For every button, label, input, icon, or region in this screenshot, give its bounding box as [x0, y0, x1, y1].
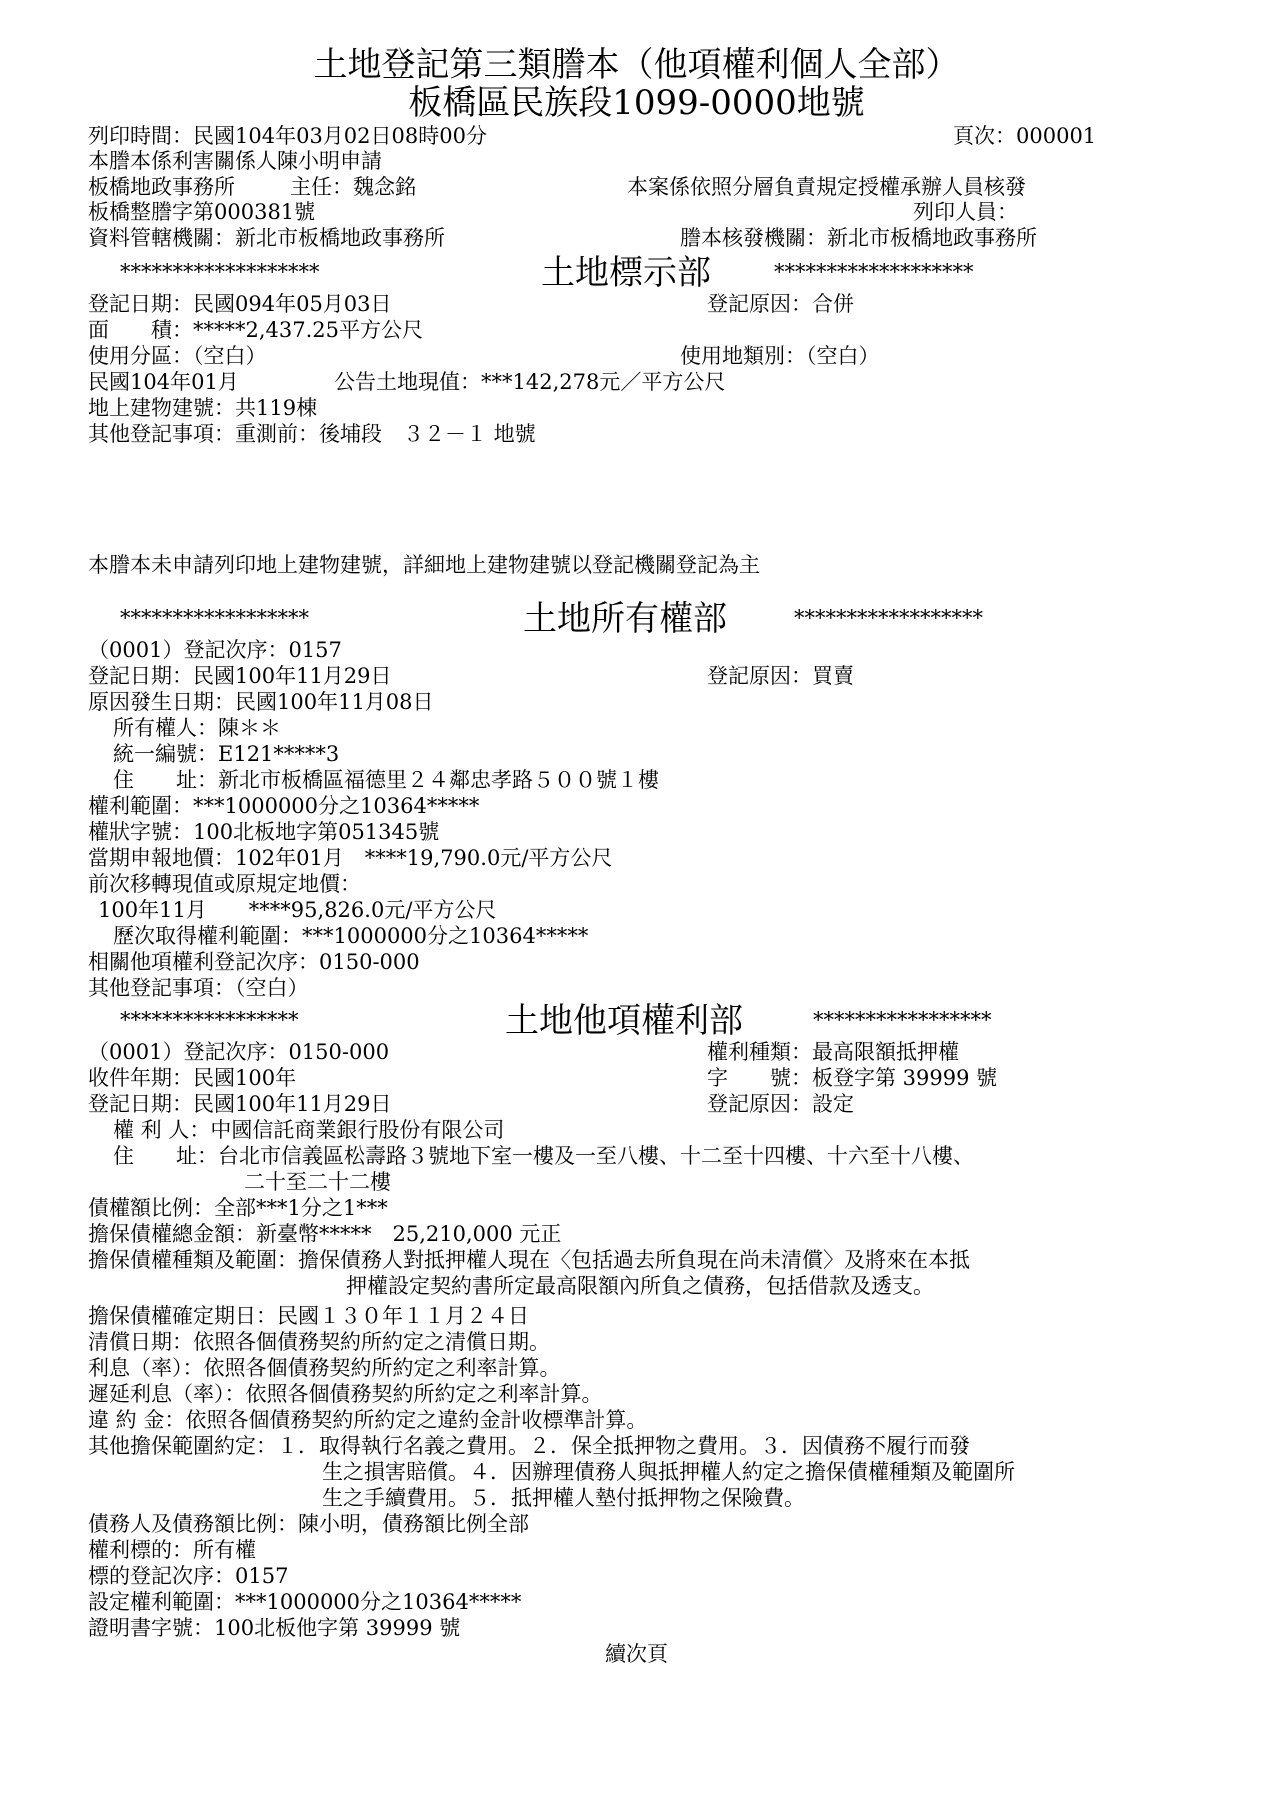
- subject-seq: 標的登記次序：0157: [88, 1564, 289, 1588]
- owner: 所有權人：陳＊＊: [113, 716, 281, 740]
- ownership-other-items: 其他登記事項：（空白）: [88, 976, 309, 1000]
- ownership-seq: （0001）登記次序：0157: [88, 638, 342, 662]
- building-numbers: 地上建物建號：共119棟: [88, 396, 318, 420]
- applicant: 本謄本係利害關係人陳小明申請: [88, 149, 382, 173]
- issuing-authority: 謄本核發機關：新北市板橋地政事務所: [680, 226, 1037, 250]
- section-stars-right: ******************: [794, 606, 983, 630]
- section-stars-left: *****************: [120, 1008, 299, 1032]
- section-heading-ownership: 土地所有權部: [523, 599, 727, 639]
- cert-number: 證明書字號：100北板他字第 39999 號: [88, 1616, 461, 1640]
- late-interest: 遲延利息（率）：依照各個債務契約所約定之利率計算。: [88, 1382, 603, 1406]
- continued-next-page: 續次頁: [605, 1642, 668, 1666]
- director: 主任：魏念銘: [290, 175, 416, 199]
- rights-reg-reason: 登記原因：設定: [707, 1092, 854, 1116]
- announce-period: 民國104年01月: [88, 370, 239, 394]
- print-time: 列印時間：民國104年03月02日08時00分: [88, 124, 487, 148]
- secured-scope: 擔保債權種類及範圍：擔保債務人對抵押權人現在〈包括過去所負現在尚未清償〉及將來在本抵: [88, 1248, 970, 1272]
- penalty: 違 約 金：依照各個債務契約所約定之違約金計收標準計算。: [88, 1408, 648, 1432]
- authorization-note: 本案係依照分層負責規定授權承辦人員核發: [627, 175, 1026, 199]
- printer: 列印人員：: [913, 200, 1018, 224]
- land-reg-date: 登記日期：民國094年05月03日: [88, 292, 392, 316]
- section-stars-left: *******************: [120, 260, 320, 284]
- set-right-scope: 設定權利範圍：***1000000分之10364*****: [88, 1590, 522, 1614]
- repay-date: 清償日期：依照各個債務契約所約定之清償日期。: [88, 1330, 550, 1354]
- declared-land-price: 當期申報地價：102年01月 ****19,790.0元/平方公尺: [88, 846, 613, 870]
- receipt-year: 收件年期：民國100年: [88, 1066, 297, 1090]
- land-area: 面 積：*****2,437.25平方公尺: [88, 318, 424, 342]
- right-holder: 權 利 人：中國信託商業銀行股份有限公司: [113, 1118, 505, 1142]
- land-zoning: 使用分區：（空白）: [88, 344, 267, 368]
- cause-date: 原因發生日期：民國100年11月08日: [88, 690, 434, 714]
- rights-seq: （0001）登記次序：0150-000: [88, 1040, 390, 1064]
- total-secured-amount: 擔保債權總金額：新臺幣***** 25,210,000 元正: [88, 1222, 562, 1246]
- section-heading-land-marking: 土地標示部: [541, 253, 711, 293]
- right-scope: 權利範圍：***1000000分之10364*****: [88, 794, 480, 818]
- holder-address-cont: 二十至二十二樓: [244, 1170, 391, 1194]
- data-authority: 資料管轄機關：新北市板橋地政事務所: [88, 226, 445, 250]
- land-reg-reason: 登記原因：合併: [707, 292, 854, 316]
- section-stars-right: *****************: [813, 1008, 992, 1032]
- ownership-reg-reason: 登記原因：買賣: [707, 664, 854, 688]
- page-number: 頁次：000001: [953, 124, 1097, 148]
- owner-uid: 統一編號：E121*****3: [113, 742, 340, 766]
- title-line-1: 土地登記第三類謄本（他項權利個人全部）: [313, 45, 960, 85]
- determination-date: 擔保債權確定期日：民國１３０年１１月２４日: [88, 1304, 529, 1328]
- announced-land-value: 公告土地現值：***142,278元／平方公尺: [334, 370, 726, 394]
- rights-reg-date: 登記日期：民國100年11月29日: [88, 1092, 392, 1116]
- holder-address: 住 址：台北市信義區松壽路３號地下室一樓及一至八樓、十二至十四樓、十六至十八樓、: [113, 1144, 974, 1168]
- land-other-items: 其他登記事項：重測前：後埔段 ３２－１ 地號: [88, 422, 536, 446]
- right-type: 權利種類：最高限額抵押權: [707, 1040, 959, 1064]
- owner-address: 住 址：新北市板橋區福德里２４鄰忠孝路５００號１樓: [113, 768, 659, 792]
- land-use-type: 使用地類別：（空白）: [680, 344, 880, 368]
- related-right-seq: 相關他項權利登記次序：0150-000: [88, 950, 420, 974]
- section-stars-right: *******************: [774, 260, 974, 284]
- building-note: 本謄本未申請列印地上建物建號，詳細地上建物建號以登記機關登記為主: [88, 553, 760, 577]
- claim-ratio: 債權額比例：全部***1分之1***: [88, 1196, 388, 1220]
- title-line-2: 板橋區民族段1099-0000地號: [408, 83, 865, 123]
- other-scope-cont-2: 生之手續費用。５．抵押權人墊付抵押物之保險費。: [322, 1486, 805, 1510]
- right-subject: 權利標的：所有權: [88, 1538, 256, 1562]
- section-heading-other-rights: 土地他項權利部: [505, 1001, 743, 1041]
- other-scope-cont-1: 生之損害賠償。４．因辦理債務人與抵押權人約定之擔保債權種類及範圍所: [322, 1460, 1015, 1484]
- section-stars-left: ******************: [120, 606, 309, 630]
- hist-right-scope: 歷次取得權利範圍：***1000000分之10364*****: [113, 924, 589, 948]
- office-name: 板橋地政事務所: [88, 175, 235, 199]
- document-number: 板橋整謄字第000381號: [88, 200, 316, 224]
- secured-scope-cont: 押權設定契約書所定最高限額內所負之債務，包括借款及透支。: [346, 1274, 934, 1298]
- prev-value: 100年11月 ****95,826.0元/平方公尺: [98, 898, 497, 922]
- title-cert-number: 權狀字號：100北板地字第051345號: [88, 820, 440, 844]
- other-scope: 其他擔保範圍約定：１．取得執行名義之費用。２．保全抵押物之費用。３．因債務不履行而發: [88, 1434, 970, 1458]
- prev-value-label: 前次移轉現值或原規定地價：: [88, 872, 361, 896]
- ownership-reg-date: 登記日期：民國100年11月29日: [88, 664, 392, 688]
- word-number: 字 號：板登字第 39999 號: [707, 1066, 998, 1090]
- debtor: 債務人及債務額比例：陳小明，債務額比例全部: [88, 1512, 529, 1536]
- interest-rate: 利息（率）：依照各個債務契約所約定之利率計算。: [88, 1356, 561, 1380]
